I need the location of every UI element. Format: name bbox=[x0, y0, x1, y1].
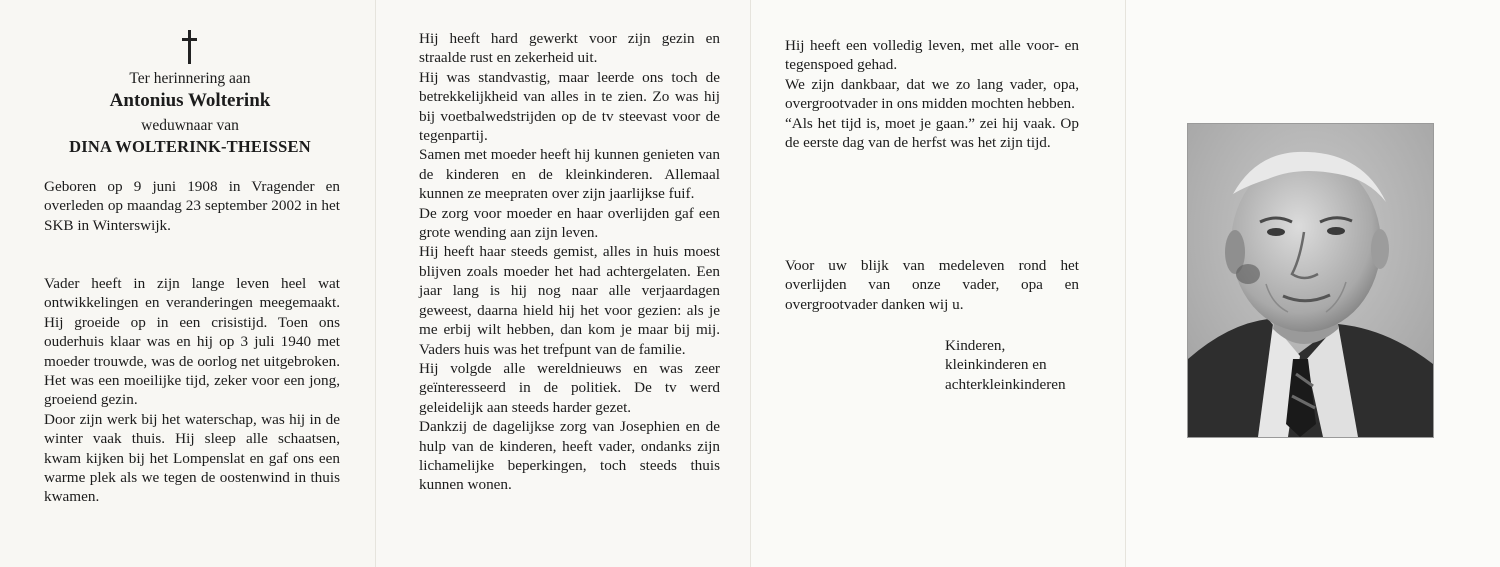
life-story-part1 bbox=[44, 274, 340, 507]
signoff bbox=[945, 336, 1105, 394]
thanks-text: Voor uw blijk van medeleven rond het overlijden van onze vader, opa en overgrootvader danken wij u. bbox=[785, 257, 1079, 313]
birth-death-text: Geboren op 9 juni 1908 in Vragender en overleden op maandag 23 september 2002 in het SKB in Winterswijk. bbox=[44, 178, 340, 234]
paragraph: Door zijn werk bij het waterschap, was hij in de winter vaak thuis. Hij sleep alle schaatsen, kwam kijken bij het Lompenslat en gaf ons een warme plek als we tegen de oostenwind in thuis kwamen. bbox=[44, 410, 340, 506]
signoff-line: achterkleinkinderen bbox=[945, 375, 1066, 393]
paragraph: “Als het tijd is, moet je gaan.” zei hij vaak. Op de eerste dag van de herfst was het zijn tijd. bbox=[785, 114, 1079, 152]
paragraph: Hij was standvastig, maar leerde ons toch de betrekkelijkheid van alles in te zien. Zo was hij bij voetbalwedstrijden op de tv steevast voor de tegenpartij. bbox=[419, 68, 720, 145]
intro-line: Ter herinnering aan bbox=[129, 70, 251, 87]
life-story-part3 bbox=[785, 36, 1079, 152]
paragraph: Hij heeft haar steeds gemist, alles in huis moest blijven zoals moeder het had achtergelaten. Een jaar lang is hij nog naar alle verjaardagen geweest, daarna hield hij het voor gezien: als je me erbij wilt hebben, dan kom je maar bij mij. Vaders huis was het trefpunt van de familie. bbox=[419, 243, 720, 358]
deceased-name: Antonius Wolterink bbox=[109, 90, 271, 111]
spouse-name: DINA WOLTERINK-THEISSEN bbox=[69, 137, 311, 156]
paragraph: Hij heeft hard gewerkt voor zijn gezin en straalde rust en zekerheid uit. bbox=[419, 30, 720, 67]
life-story-part2 bbox=[419, 29, 720, 495]
panel-front bbox=[0, 0, 375, 567]
cross-icon bbox=[178, 30, 202, 64]
paragraph: Dankzij de dagelijkse zorg van Josephien en de hulp van de kinderen, heeft vader, ondanks zijn lichamelijke beperkingen, toch steeds thuis kunnen wonen. bbox=[419, 418, 720, 494]
portrait-photo bbox=[1187, 123, 1434, 438]
paragraph: De zorg voor moeder en haar overlijden gaf een grote wending aan zijn leven. bbox=[419, 204, 720, 242]
portrait-illustration bbox=[1188, 124, 1433, 437]
paragraph: Vader heeft in zijn lange leven heel wat ontwikkelingen en veranderingen meegemaakt. Hij groeide op in een crisistijd. Toen ons ouderhuis klaar was en hij op 3 juli 1940 met moeder trouwde, was de oorlog net uitgebroken. Het was een moeilijke tijd, zeker voor een jong, groeiend gezin. bbox=[44, 275, 340, 409]
paragraph: We zijn dankbaar, dat we zo lang vader, opa, overgrootvader in ons midden mochten hebben. bbox=[785, 75, 1079, 113]
paragraph: Samen met moeder heeft hij kunnen genieten van de kinderen en de kleinkinderen. Allemaal kunnen ze meepraten over zijn jaarlijkse fuif. bbox=[419, 146, 720, 203]
paragraph: Hij volgde alle wereldnieuws en was zeer geïnteresseerd in de politiek. De tv werd geleidelijk aan steeds harder gezet. bbox=[419, 359, 720, 416]
signoff-line: Kinderen, bbox=[945, 337, 1006, 354]
widower-line: weduwnaar van bbox=[141, 117, 239, 134]
paragraph: Hij heeft een volledig leven, met alle voor- en tegenspoed gehad. bbox=[785, 37, 1079, 74]
signoff-line: kleinkinderen en bbox=[945, 356, 1047, 374]
